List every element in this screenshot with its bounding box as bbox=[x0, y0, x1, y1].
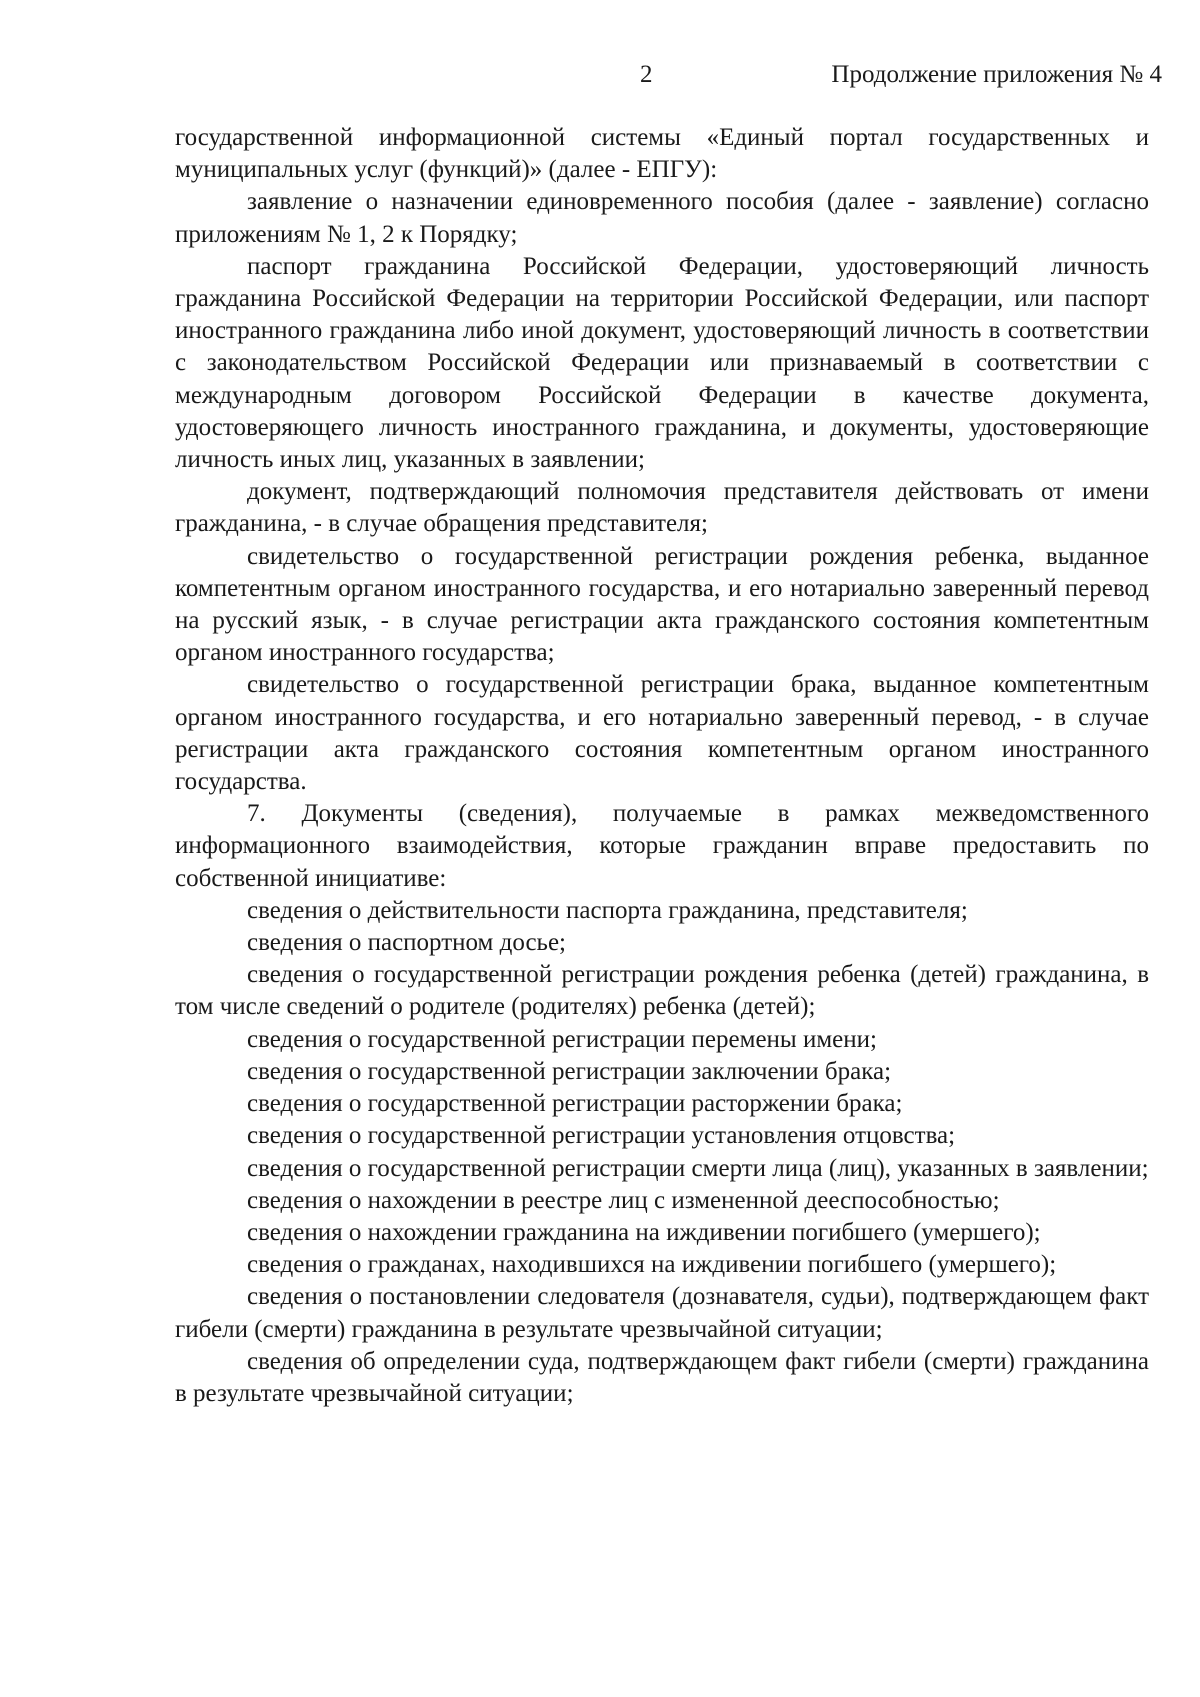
paragraph: сведения о государственной регистрации установления отцовства; bbox=[247, 1122, 956, 1150]
page-number: 2 bbox=[640, 61, 653, 88]
document-body bbox=[175, 122, 1149, 1410]
paragraph: сведения о государственной регистрации рождения ребенка (детей) гражданина, в том числе сведений о родителе (родителях) ребенка (детей); bbox=[175, 961, 1149, 1021]
paragraph: свидетельство о государственной регистрации брака, выданное компетентным органом иностранного государства, и его нотариально заверенный перевод, - в случае регистрации акта гражданского состояния компетентным органом иностранного государства. bbox=[175, 671, 1149, 796]
paragraph: сведения о паспортном досье; bbox=[247, 929, 566, 957]
paragraph: государственной информационной системы «Единый портал государственных и муниципальных услуг (функций)» (далее - ЕПГУ): bbox=[175, 124, 1149, 184]
paragraph: сведения о действительности паспорта гражданина, представителя; bbox=[247, 896, 968, 924]
paragraph: сведения о нахождении гражданина на иждивении погибшего (умершего); bbox=[247, 1218, 1041, 1246]
paragraph: свидетельство о государственной регистрации рождения ребенка, выданное компетентным органом иностранного государства, и его нотариально заверенный перевод на русский язык, - в случае регистрации акта гражданского состояния компетентным органом иностранного государства; bbox=[175, 542, 1149, 667]
paragraph: сведения о государственной регистрации смерти лица (лиц), указанных в заявлении; bbox=[247, 1154, 1149, 1182]
paragraph: документ, подтверждающий полномочия представителя действовать от имени гражданина, - в случае обращения представителя; bbox=[175, 478, 1149, 538]
appendix-continuation-header: Продолжение приложения № 4 bbox=[831, 61, 1162, 88]
paragraph: заявление о назначении единовременного пособия (далее - заявление) согласно приложениям № 1, 2 к Порядку; bbox=[175, 188, 1149, 248]
paragraph: паспорт гражданина Российской Федерации, удостоверяющий личность гражданина Российской Федерации на территории Российской Федерации, или паспорт иностранного гражданина либо иной документ, удостоверяющий личность в соответствии с законодательством Российской Федерации или признаваемый в соответствии с международным договором Российской Федерации в качестве документа, удостоверяющего личность иностранного гражданина, и документы, удостоверяющие личность иных лиц, указанных в заявлении; bbox=[175, 252, 1149, 474]
paragraph: сведения о государственной регистрации заключении брака; bbox=[247, 1057, 892, 1085]
paragraph: сведения об определении суда, подтверждающем факт гибели (смерти) гражданина в результате чрезвычайной ситуации; bbox=[175, 1347, 1149, 1407]
paragraph: 7. Документы (сведения), получаемые в рамках межведомственного информационного взаимодействия, которые гражданин вправе предоставить по собственной инициативе: bbox=[175, 800, 1149, 892]
paragraph: сведения о постановлении следователя (дознавателя, судьи), подтверждающем факт гибели (смерти) гражданина в результате чрезвычайной ситуации; bbox=[175, 1283, 1149, 1343]
paragraph: сведения о гражданах, находившихся на иждивении погибшего (умершего); bbox=[247, 1251, 1057, 1279]
paragraph: сведения о государственной регистрации перемены имени; bbox=[247, 1025, 877, 1053]
paragraph: сведения о государственной регистрации расторжении брака; bbox=[247, 1090, 903, 1118]
paragraph: сведения о нахождении в реестре лиц с измененной дееспособностью; bbox=[247, 1186, 1000, 1214]
